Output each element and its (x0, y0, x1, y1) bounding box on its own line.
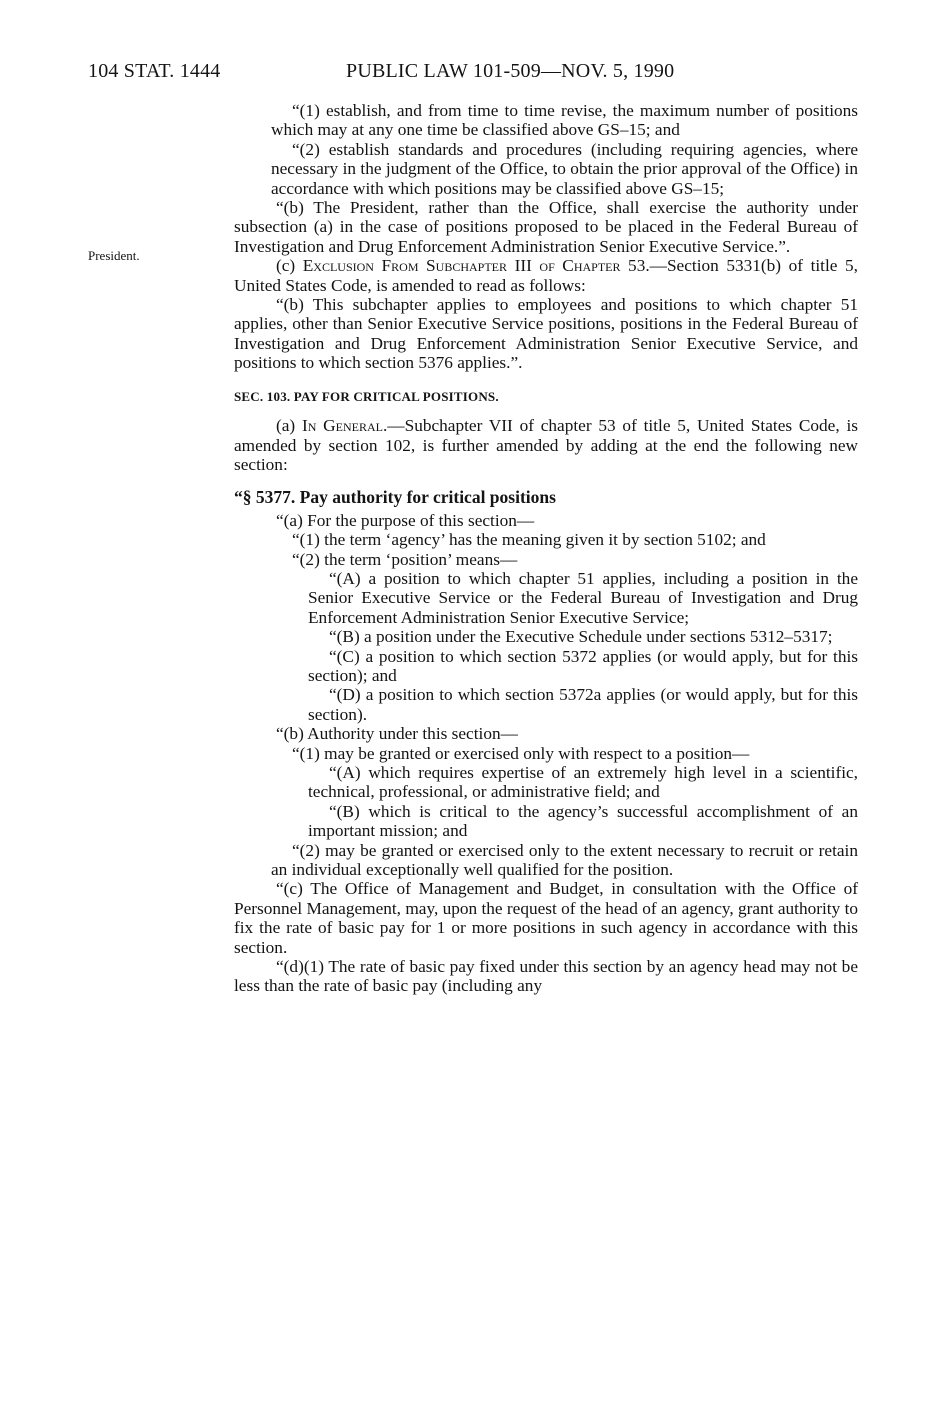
stat-page-number: 104 STAT. 1444 (88, 60, 221, 82)
paragraph: “(d)(1) The rate of basic pay fixed under this section by an agency head may not be less than the rate of basic pay (including any (234, 957, 858, 996)
subsection-c: (c) Exclusion From Subchapter III of Chapter 53.—Section 5331(b) of title 5, United States Code, is amended to read as follows: (234, 256, 858, 295)
paragraph: “(A) which requires expertise of an extremely high level in a scientific, technical, professional, or administrative field; and (308, 763, 858, 802)
paragraph: “(2) may be granted or exercised only to the extent necessary to recruit or retain an individual exceptionally well qualified for the position. (271, 840, 858, 880)
margin-note: President. (88, 248, 140, 263)
paragraph: “(b) The President, rather than the Office, shall exercise the authority under subsection (a) in the case of positions proposed to be placed in the Federal Bureau of Investigation and Drug Enforcement Administration Senior Executive Service.”. (234, 198, 858, 256)
paragraph: “(c) The Office of Management and Budget, in consultation with the Office of Personnel Management, may, upon the request of the head of an agency, grant authority to fix the rate of basic pay for 1 or more positions in such agency in accordance with this section. (234, 879, 859, 957)
paragraph: “(1) may be granted or exercised only with respect to a position— (292, 743, 750, 763)
paragraph: “(2) establish standards and procedures (including requiring agencies, where necessary in the judgment of the Office, to obtain the prior approval of the Office) in accordance with which positions may be classified above GS–15; (271, 139, 858, 198)
paragraph: “(b) Authority under this section— (276, 724, 518, 744)
paragraph: “(A) a position to which chapter 51 applies, including a position in the Senior Executive Service or the Federal Bureau of Investigation and Drug Enforcement Administration Senior Executive Service; (308, 568, 858, 627)
paragraph: “(2) the term ‘position’ means— (292, 549, 518, 569)
paragraph: “(D) a position to which section 5372a applies (or would apply, but for this section). (308, 685, 858, 724)
paragraph: “(b) This subchapter applies to employees and positions to which chapter 51 applies, other than Senior Executive Service positions, positions in the Federal Bureau of Investigation and Drug Enforcement Administration Senior Executive Service, and positions to which section 5376 applies.”. (234, 295, 858, 373)
paragraph: “(a) For the purpose of this section— (276, 510, 535, 530)
subsection-a: (a) In General.—Subchapter VII of chapter 53 of title 5, United States Code, is amended by section 102, is further amended by adding at the end the following new section: (234, 416, 858, 474)
paragraph: “(B) a position under the Executive Schedule under sections 5312–5317; (329, 627, 833, 647)
paragraph: “(B) which is critical to the agency’s successful accomplishment of an important mission; and (308, 801, 858, 841)
section-heading: SEC. 103. PAY FOR CRITICAL POSITIONS. (234, 388, 499, 404)
paragraph: “(C) a position to which section 5372 applies (or would apply, but for this section); and (308, 646, 858, 685)
page-header (88, 60, 848, 90)
section-5377-title: “§ 5377. Pay authority for critical positions (234, 487, 556, 508)
law-title: PUBLIC LAW 101-509—NOV. 5, 1990 (346, 60, 675, 82)
paragraph: “(1) establish, and from time to time revise, the maximum number of positions which may at any one time be classified above GS–15; and (271, 101, 858, 140)
paragraph: “(1) the term ‘agency’ has the meaning given it by section 5102; and (292, 530, 766, 550)
document-body (234, 101, 858, 996)
